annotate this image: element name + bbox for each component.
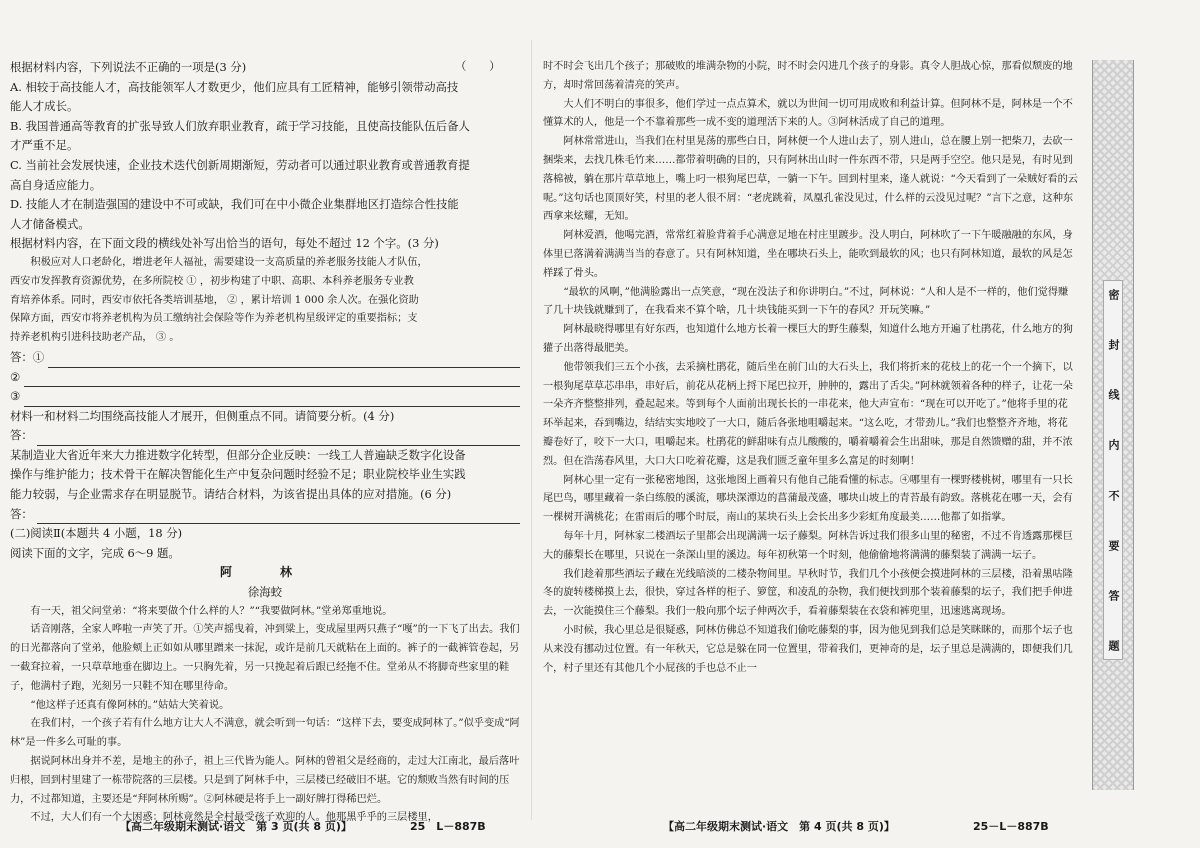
page-divider	[531, 40, 532, 820]
question-line: 保障方面，西安市将养老机构为员工缴纳社会保险等作为养老机构星级评定的重要指标；支	[10, 313, 418, 325]
left-page	[0, 0, 530, 848]
left-column	[10, 58, 520, 828]
question-line: 积极应对人口老龄化，增进老年人福祉，需要建设一支高质量的养老服务技能人才队伍，	[30, 256, 428, 268]
answer-line[interactable]	[24, 394, 520, 407]
story-paragraph: 话音刚落，全家人哗啦一声笑了开。①笑声摇曳着，冲到粱上，变成屋里两只燕子“嘎”的一下飞了出去。我们的日光都落向了堂弟，他脸颊上正如如从哪里蹭来一抹泥，或许是前几天就粘在上面的。裤子的一截裤管卷起，另一截耷拉着，一只草草地垂在脚边上。一只胸先着，另一只挽起着后跟已经拖不住。堂弟从不将脚奇些家里的鞋子，他满村子跑，光刻另一只鞋不知在哪里待命。	[10, 624, 520, 692]
answer-paren: （ ）	[455, 59, 501, 73]
story-paragraph: 每年十月，阿林家二楼酒坛子里都会出现满满一坛子藤梨。阿林告诉过我们很多山里的秘密，不过不肯透露那棵巨大的藤梨长在哪里，只说在一条深山里的溪边。每年初秋第一个时刻，他偷偷地将满满的藤梨装了满满一坛子。	[543, 530, 1073, 561]
left-page-footer: 【高二年级期末测试·语文 第 3 页(共 8 页)】	[120, 820, 352, 833]
right-column	[543, 58, 1078, 678]
answer-line[interactable]	[37, 433, 520, 446]
binding-char: 封	[1107, 339, 1120, 351]
binding-char: 答	[1107, 589, 1120, 601]
question-line: 人才储备模式。	[10, 216, 90, 231]
story-paragraph: 在我们村，一个孩子若有什么地方让大人不满意，就会听到一句话：“这样下去，要变成阿林了。”似乎变成“阿林”是一件多么可耻的事。	[10, 718, 520, 749]
answer-row	[10, 505, 520, 525]
question-line: 能人才成长。	[10, 99, 79, 114]
question-line: (二)阅读Ⅱ(本题共 4 小题，18 分)	[10, 526, 183, 541]
answer-label: 答：	[10, 506, 33, 521]
question-line: 西安市发挥教育资源优势，在多所院校 ① ，初步构建了中职、高职、本科养老服务专业教	[10, 275, 414, 287]
answer-label: ③	[10, 389, 21, 404]
binding-char: 密	[1107, 289, 1120, 300]
answer-line[interactable]	[37, 511, 520, 524]
right-page-footer: 【高二年级期末测试·语文 第 4 页(共 8 页)】	[663, 820, 895, 833]
binding-char: 内	[1107, 439, 1120, 451]
question-line: 才严重不足。	[10, 138, 79, 153]
binding-char: 线	[1107, 389, 1120, 401]
right-page-code: 25－L－887B	[973, 820, 1049, 833]
story-paragraph: “最软的风啊，”他满脸露出一点笑意，“现在没法子和你讲明白。”不过，阿林说：“人和人是不一样的，他们觉得赚了几十块钱就赚到了，在我看来不算个啥，几十块钱能买到一下午的春风？开玩笑嘛。”	[543, 286, 1069, 317]
question-line: 某制造业大省近年来大力推进数字化转型，但部分企业反映：一线工人普遍缺乏数字化设备	[10, 447, 466, 462]
answer-line[interactable]	[48, 355, 520, 368]
story-paragraph: 时不时会飞出几个孩子；那破败的堆满杂物的小院，时不时会闪进几个孩子的身影。真令人胆战心惊，那看似颓废的地方，却时常回荡着清亮的笑声。	[543, 61, 1073, 91]
answer-label: ②	[10, 369, 21, 384]
story-paragraph: 阿林心里一定有一张秘密地图，这张地图上画着只有他自己能看懂的标志。④哪里有一棵野楼桃树，哪里有一只长尾巴鸟，哪里藏着一条白练般的溪流，哪块深潭边的菖蒲最茂盛，哪块山坡上的青苔最有韵致。落桃花在哪一天，会有一棵树开满桃花；在雷雨后的哪个时辰，南山的某块石头上会长出多少彩虹角度最美……他都了如指掌。	[543, 474, 1073, 524]
right-page	[533, 0, 1088, 848]
question-line: A. 相较于高技能人才，高技能领军人才数更少，他们应具有工匠精神，能够引领带动高技	[10, 79, 459, 94]
story-paragraph: 大人们不明白的事很多，他们学过一点点算术，就以为世间一切可用成败和利益计算。但阿林不是，阿林是一个不懂算术的人，他是一个不靠着那些一成不变的道理活下来的人。③阿林活成了自己的道理。	[543, 98, 1073, 129]
story-paragraph: “他这样子还真有像阿林的。”姑姑大笑着说。	[30, 699, 230, 711]
answer-row	[10, 426, 520, 446]
story-paragraph: 阿林常常进山，当我们在村里晃荡的那些白日，阿林便一个人进山去了，别人进山，总在腰上别一把柴刀，去砍一捆柴来，去找几株毛竹来……都带着明确的目的，只有阿林出山时一件东西不带，只是两手空空。他只是晃，有时见到落棉被，躺在那片草草地上，嘴上叼一根狗尾巴草，一躺一下午。回到村里来，逢人就说：“今天看到了一朵贼好看的云呢。”这句话也顶顶好笑，村里的老人很不屑：“老虎跳着，凤凰孔雀没见过，什么样的云没见过呢？”言下之意，这种东西拿来炫耀，无知。	[543, 136, 1078, 223]
story-paragraph: 阿林最晓得哪里有好东西，也知道什么地方长着一棵巨大的野生藤梨，知道什么地方开遍了杜鹃花，什么地方的狗獾子出落得最肥美。	[543, 324, 1073, 354]
question-line: 阅读下面的文字，完成 6～9 题。	[10, 545, 180, 560]
question-line: C. 当前社会发展快速，企业技术迭代创新周期渐短，劳动者可以通过职业教育或普通教育提	[10, 157, 470, 172]
story-paragraph: 有一天，祖父问堂弟：“将来要做个什么样的人？”“我要做阿林。”堂弟郑重地说。	[30, 605, 393, 617]
answer-row	[10, 368, 520, 388]
question-line: B. 我国普通高等教育的扩张导致人们放弃职业教育，疏于学习技能，且使高技能队伍后备人	[10, 118, 470, 133]
answer-line[interactable]	[24, 374, 520, 387]
question-line: 根据材料内容，下列说法不正确的一项是(3 分)	[10, 60, 247, 74]
answer-row	[10, 387, 520, 407]
story-paragraph: 阿林爱酒，他喝完酒，常常红着脸背着手心满意足地在村庄里踱步。没人明白，阿林吹了一下午暖融融的东风，身体里已落满着满满当当的春意了。只有阿林知道，坐在哪块石头上，能吹到最软的风；也只有阿林知道，最软的风是怎样踩了骨头。	[543, 230, 1073, 279]
binding-notice	[1103, 280, 1123, 660]
story-paragraph: 他带领我们三五个小孩，去采摘杜鹃花，随后坐在前门山的大石头上，我们将折来的花枝上的花一个一个摘下，以一根狗尾草草芯串串，串好后，前花从花柄上捋下尾巴拉开，肿肿的，露出了舌尖。”阿林就领着各种的样子，让花一朵一朵齐齐整整排列，叠起起来。等到每个人面前出现长长的一串花来，他大声宣布：“现在可以开吃了。”他将手里的花环举起来，吞到嘴边，结结实实地咬了一大口，随后各张地咀嚼起来。“这么吃，才带劲儿。”我们也整整齐齐地，将花瓣卷好了，咬下一大口，咀嚼起来。杜鹃花的鲜甜味有点儿酸酸的，嚼着嚼着会生出甜味，那是自然馈赠的甜，并不浓烈。但在浩荡春风里，大口大口吃着花瓣，这是我们匮乏童年里多么富足的时刻啊！	[543, 361, 1073, 467]
binding-char: 要	[1107, 539, 1120, 551]
answer-row	[10, 348, 520, 368]
question-line: D. 技能人才在制造强国的建设中不可或缺，我们可在中小微企业集群地区打造综合性技能	[10, 197, 459, 212]
story-paragraph: 据说阿林出身并不差，是地主的孙子，祖上三代皆为能人。阿林的曾祖父是经商的，走过大江南北，最后落叶归根，回到村里建了一栋带院落的三层楼。只是到了阿林手中，三层楼已经破旧不堪。它的颓败当然有时间的压力，不过都知道，主要还是“拜阿林所赐”。②阿林硬是将手上一副好牌打得稀巴烂。	[10, 756, 520, 805]
story-paragraph: 小时候，我心里总是很疑惑，阿林仿佛总不知道我们偷吃藤梨的事，因为他见到我们总是笑眯眯的，而那个坛子也从来没有挪动过位置。有一年秋天，它总是躲在同一位置里，带着我们，更神奇的是，坛子里总是满满的，即便我们几个，村子里还有其他几个小屁孩的手也总不止一	[543, 624, 1073, 674]
question-line: 材料一和材料二均围绕高技能人才展开，但侧重点不同。请简要分析。(4 分)	[10, 408, 395, 423]
question-line: 高自身适应能力。	[10, 177, 102, 192]
story-author: 徐海蛟	[247, 585, 283, 600]
binding-strip	[1092, 60, 1134, 790]
story-title: 阿 林	[219, 565, 310, 580]
question-line: 持养老机构引进科技助老产品， ③ 。	[10, 332, 180, 344]
binding-char: 题	[1107, 639, 1120, 651]
question-line: 能力较弱，与企业需求存在明显脱节。请结合材料，为该省提出具体的应对措施。(6 分)	[10, 487, 452, 502]
binding-char: 不	[1107, 489, 1120, 501]
story-paragraph: 不过，大人们有一个大困惑：阿林竟然是全村最受孩子欢迎的人。他那黑乎乎的三层楼里，	[30, 812, 438, 824]
answer-label: 答：	[10, 428, 33, 443]
story-paragraph: 我们趁着那些酒坛子藏在光线暗淡的二楼杂物间里。早秋时节，我们几个小孩便会摸进阿林的三层楼，沿着黑咕隆冬的旋转楼梯摸上去，很快，穿过各样的柜子、箩筐，和凌乱的杂物，我们便找到那个装着藤梨的坛子，我们把手伸进去，一次能摸住三个藤梨。我们一般向那个坛子伸两次手，看着藤梨装在衣袋和裤兜里，迅速逃离现场。	[543, 568, 1073, 618]
question-line: 根据材料内容，在下面文段的横线处补写出恰当的语句，每处不超过 12 个字。(3 分)	[10, 236, 439, 251]
question-line: 育培养体系。同时，西安市依托各类培训基地， ② ，累计培训 1 000 余人次。在强化资助	[10, 294, 419, 306]
left-page-code: 25 L－887B	[410, 820, 486, 833]
question-line: 操作与维护能力；技术骨干在解决智能化生产中复杂问题时经验不足；职业院校毕业生实践	[10, 467, 466, 482]
answer-label: 答：①	[10, 349, 45, 364]
